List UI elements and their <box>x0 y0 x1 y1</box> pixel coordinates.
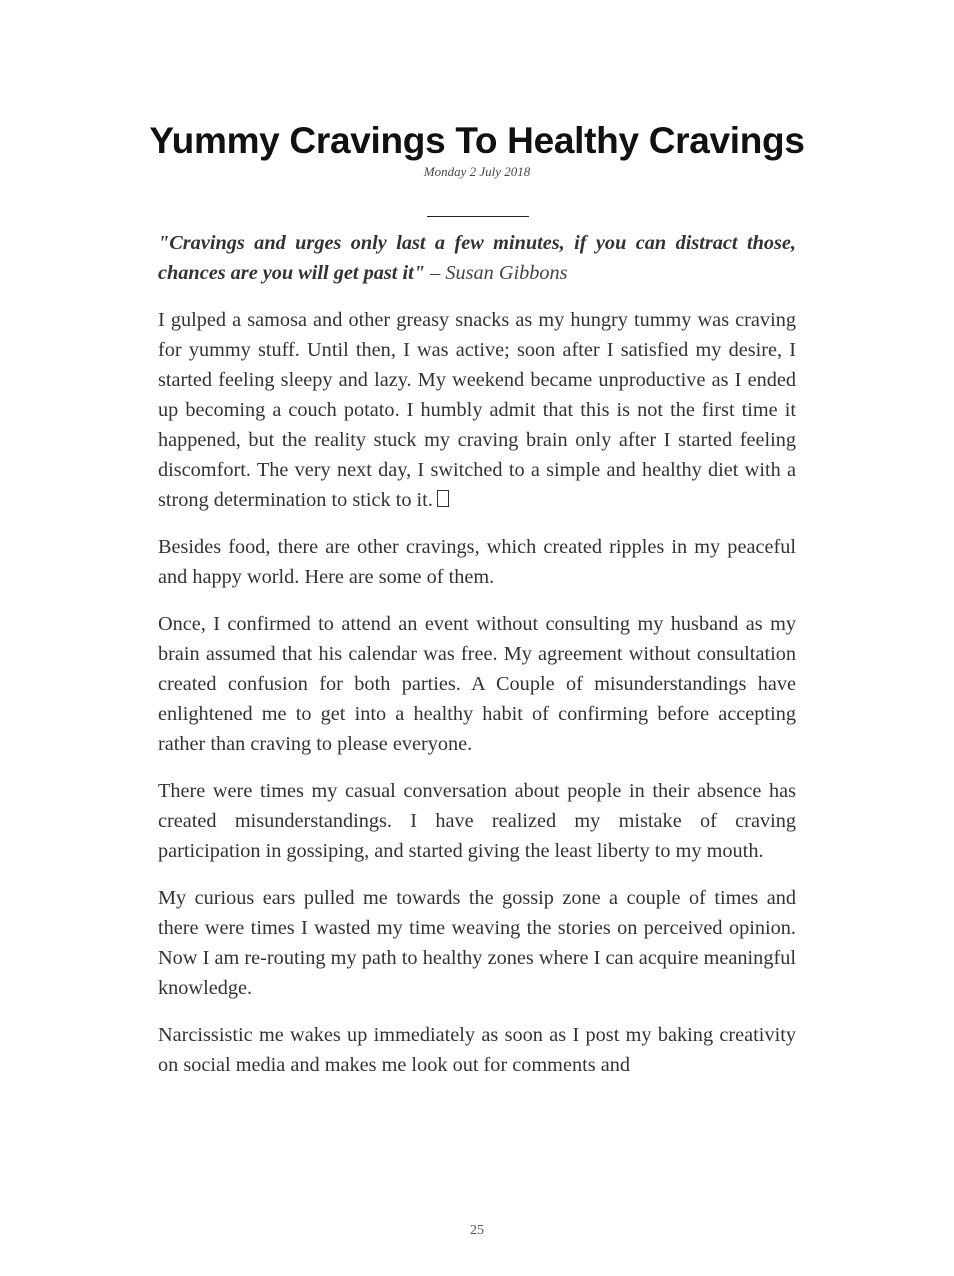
paragraph-1 <box>158 305 796 515</box>
missing-glyph-icon <box>437 490 449 507</box>
epigraph-quote <box>158 228 796 288</box>
paragraph-5: My curious ears pulled me towards the gossip zone a couple of times and there were times I wasted my time weaving the stories on perceived opinion. Now I am re-routing my path to healthy zones where I can acquire meaningful knowledge. <box>158 887 796 999</box>
paragraph-4: There were times my casual conversation about people in their absence has created misunderstandings. I have realized my mistake of craving participation in gossiping, and started giving the least liberty to my mouth. <box>158 780 796 862</box>
paragraph-2: Besides food, there are other cravings, which created ripples in my peaceful and happy world. Here are some of them. <box>158 536 796 588</box>
article-body <box>158 228 796 1097</box>
page-number: 25 <box>470 1223 484 1238</box>
paragraph-6: Narcissistic me wakes up immediately as soon as I post my baking creativity on social media and makes me look out for comments and <box>158 1024 796 1076</box>
quote-author: – Susan Gibbons <box>425 262 568 284</box>
title-divider <box>427 216 529 217</box>
paragraph-3: Once, I confirmed to attend an event without consulting my husband as my brain assumed that his calendar was free. My agreement without consultation created confusion for both parties. A Couple of misunderstandings have enlightened me to get into a healthy habit of confirming before accepting rather than craving to please everyone. <box>158 613 796 755</box>
page-title: Yummy Cravings To Healthy Cravings <box>149 120 805 161</box>
paragraph-1-text: I gulped a samosa and other greasy snacks as my hungry tummy was craving for yummy stuff. Until then, I was active; soon after I satisfied my desire, I started feeling sleepy and lazy. My weekend became unproductive as I ended up becoming a couch potato. I humbly admit that this is not the first time it happened, but the reality stuck my craving brain only after I started feeling discomfort. The very next day, I switched to a simple and healthy diet with a strong determination to stick to it. <box>158 309 796 511</box>
quote-text: "Cravings and urges only last a few minutes, if you can distract those, chances are you will get past it" <box>158 232 796 284</box>
post-date: Monday 2 July 2018 <box>423 164 531 179</box>
